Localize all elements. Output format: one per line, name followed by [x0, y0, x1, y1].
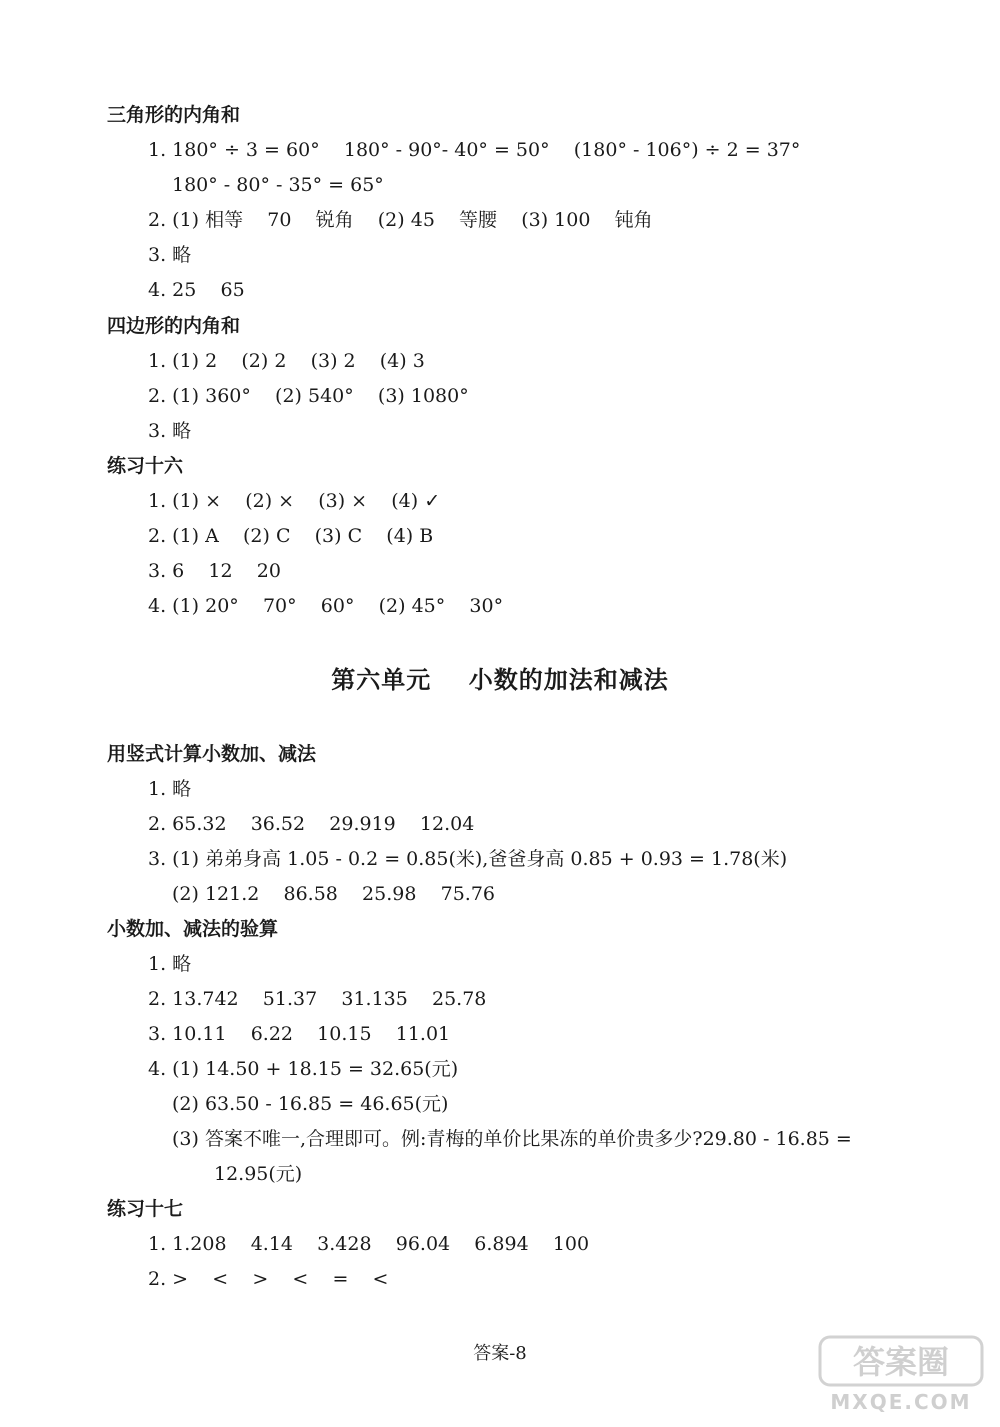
- answer-line: 2. (1) 相等 70 锐角 (2) 45 等腰 (3) 100 钝角: [148, 209, 653, 231]
- answer-line: 180° - 80° - 35° = 65°: [172, 174, 384, 196]
- section-heading-exercise-17: 练习十七: [107, 1198, 184, 1220]
- answer-line: 1. (1) × (2) × (3) × (4) ✓: [148, 490, 441, 512]
- answer-line: (2) 63.50 - 16.85 = 46.65(元): [172, 1093, 449, 1115]
- answer-line: 12.95(元): [214, 1163, 303, 1185]
- section-heading-decimal-vertical-calc: 用竖式计算小数加、减法: [107, 743, 317, 765]
- section-heading-exercise-16: 练习十六: [107, 455, 184, 477]
- answer-line: (2) 121.2 86.58 25.98 75.76: [172, 883, 495, 905]
- section-heading-triangle-angles: 三角形的内角和: [107, 104, 241, 126]
- watermark-bottom-text: MXQE.COM: [830, 1390, 972, 1414]
- answer-line: 2. (1) 360° (2) 540° (3) 1080°: [148, 385, 469, 407]
- chapter-title: 第六单元 小数的加法和减法: [331, 666, 669, 694]
- answer-line: 1. 1.208 4.14 3.428 96.04 6.894 100: [148, 1233, 590, 1255]
- answer-line: 1. 180° ÷ 3 = 60° 180° - 90°- 40° = 50° (180° - 106°) ÷ 2 = 37°: [148, 139, 801, 161]
- answer-line: 2. > < > < = <: [148, 1268, 389, 1290]
- answer-line: 3. 略: [148, 420, 192, 442]
- answer-line: 4. (1) 20° 70° 60° (2) 45° 30°: [148, 595, 504, 617]
- page-number: 答案-8: [473, 1343, 527, 1364]
- answer-line: 4. 25 65: [148, 279, 245, 301]
- answer-line: 1. (1) 2 (2) 2 (3) 2 (4) 3: [148, 350, 425, 372]
- answer-line: 2. 65.32 36.52 29.919 12.04: [148, 813, 475, 835]
- watermark-top-text: 答案圈: [852, 1343, 950, 1381]
- answer-line: 2. (1) A (2) C (3) C (4) B: [148, 525, 434, 547]
- section-heading-quadrilateral-angles: 四边形的内角和: [107, 315, 241, 337]
- answer-line: 3. (1) 弟弟身高 1.05 - 0.2 = 0.85(米),爸爸身高 0.85 + 0.93 = 1.78(米): [148, 848, 788, 870]
- answer-line: 2. 13.742 51.37 31.135 25.78: [148, 988, 487, 1010]
- answer-line: 3. 6 12 20: [148, 560, 281, 582]
- watermark-logo-icon: [816, 1333, 986, 1417]
- answer-line: 1. 略: [148, 778, 192, 800]
- answer-line: 3. 10.11 6.22 10.15 11.01: [148, 1023, 451, 1045]
- answer-line: 4. (1) 14.50 + 18.15 = 32.65(元): [148, 1058, 459, 1080]
- answer-line: (3) 答案不唯一,合理即可。例:青梅的单价比果冻的单价贵多少?29.80 - 16.85 =: [172, 1128, 852, 1150]
- answer-line: 1. 略: [148, 953, 192, 975]
- section-heading-decimal-check: 小数加、减法的验算: [107, 918, 279, 940]
- answer-line: 3. 略: [148, 244, 192, 266]
